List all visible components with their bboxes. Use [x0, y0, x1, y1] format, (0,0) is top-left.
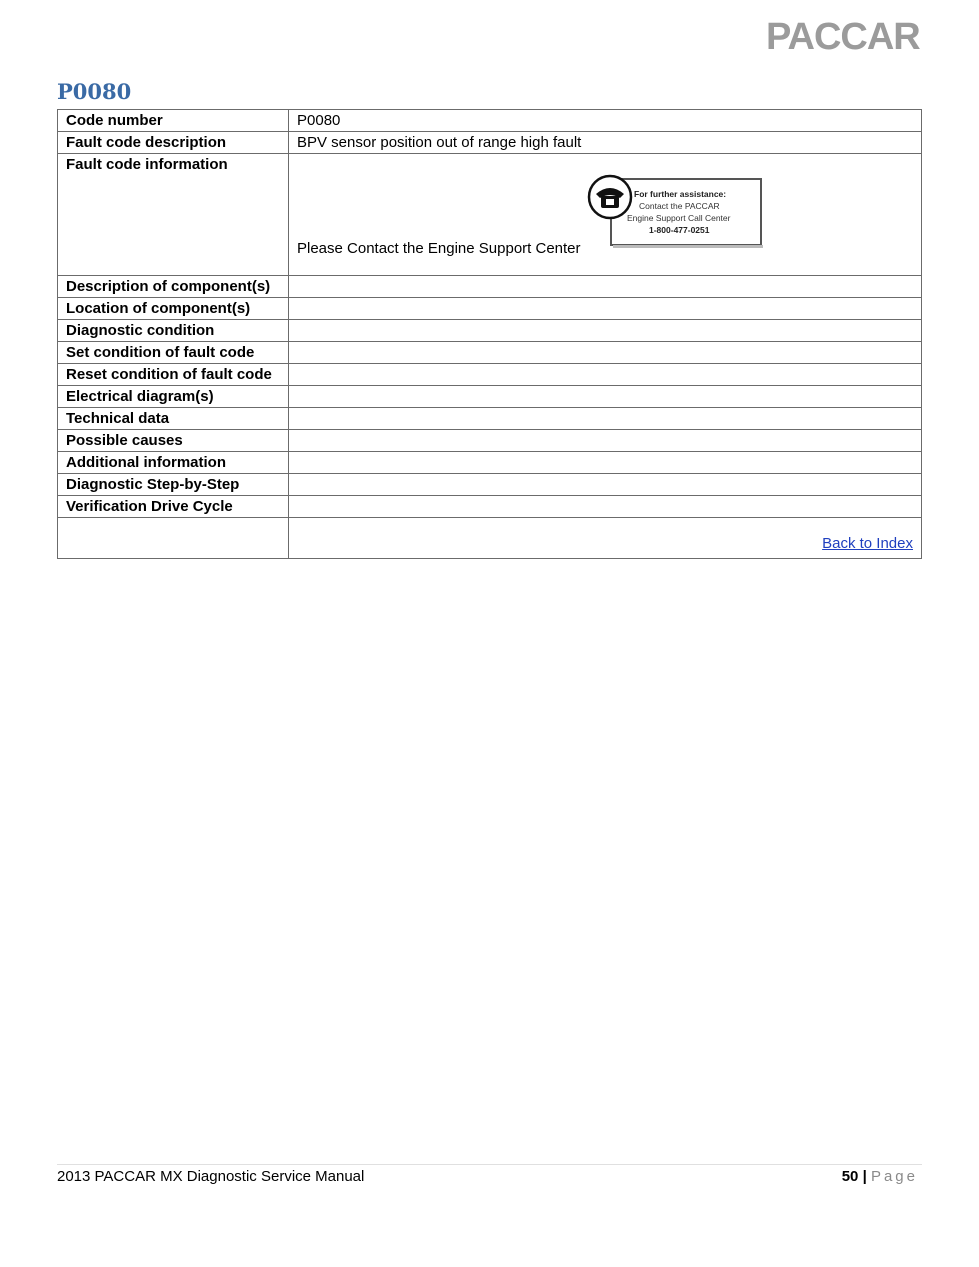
footer-manual-title: 2013 PACCAR MX Diagnostic Service Manual	[57, 1168, 365, 1185]
row-value	[289, 496, 922, 518]
row-value	[289, 408, 922, 430]
page-word: Page	[870, 1168, 918, 1185]
row-label: Description of component(s)	[58, 276, 289, 298]
row-label: Electrical diagram(s)	[58, 386, 289, 408]
table-row	[58, 518, 922, 559]
row-value	[289, 276, 922, 298]
row-label: Verification Drive Cycle	[58, 496, 289, 518]
page-separator: |	[862, 1168, 867, 1185]
row-value	[289, 430, 922, 452]
row-value	[289, 298, 922, 320]
row-label: Set condition of fault code	[58, 342, 289, 364]
table-row	[58, 154, 922, 276]
row-value	[289, 342, 922, 364]
table-row	[58, 386, 922, 408]
back-to-index-link[interactable]: Back to Index	[822, 534, 913, 552]
assist-line-2: Contact the PACCAR	[639, 201, 720, 211]
table-row	[58, 474, 922, 496]
row-value	[289, 320, 922, 342]
row-label: Diagnostic Step-by-Step	[58, 474, 289, 496]
table-row	[58, 430, 922, 452]
paccar-logo: PACCAR	[766, 16, 920, 58]
row-label: Technical data	[58, 408, 289, 430]
assist-phone: 1-800-477-0251	[649, 225, 710, 235]
row-value: P0080	[289, 110, 922, 132]
row-label: Fault code information	[58, 154, 289, 276]
row-value	[289, 452, 922, 474]
assist-line-1: For further assistance:	[634, 189, 727, 199]
row-label: Additional information	[58, 452, 289, 474]
table-row	[58, 276, 922, 298]
table-row	[58, 110, 922, 132]
table-row	[58, 298, 922, 320]
row-label: Diagnostic condition	[58, 320, 289, 342]
table-row	[58, 364, 922, 386]
footer-divider	[57, 1164, 922, 1165]
row-label: Reset condition of fault code	[58, 364, 289, 386]
row-value	[289, 474, 922, 496]
row-label: Code number	[58, 110, 289, 132]
row-label: Location of component(s)	[58, 298, 289, 320]
table-row	[58, 132, 922, 154]
row-value	[289, 386, 922, 408]
row-label: Possible causes	[58, 430, 289, 452]
assist-line-3: Engine Support Call Center	[627, 213, 731, 223]
back-link-cell	[289, 518, 922, 559]
table-row	[58, 452, 922, 474]
row-label: Fault code description	[58, 132, 289, 154]
table-row	[58, 320, 922, 342]
table-row	[58, 408, 922, 430]
row-value	[289, 364, 922, 386]
row-value: Please Contact the Engine Support Center	[297, 240, 581, 257]
fault-code-table	[57, 109, 922, 559]
assistance-image	[587, 174, 765, 249]
empty-cell	[58, 518, 289, 559]
table-row	[58, 496, 922, 518]
row-value: BPV sensor position out of range high fault	[289, 132, 922, 154]
table-row	[58, 342, 922, 364]
footer-page-indicator	[842, 1168, 918, 1185]
page-number: 50	[841, 1168, 859, 1185]
fault-info-cell	[289, 154, 922, 276]
page-title: P0080	[57, 79, 132, 104]
